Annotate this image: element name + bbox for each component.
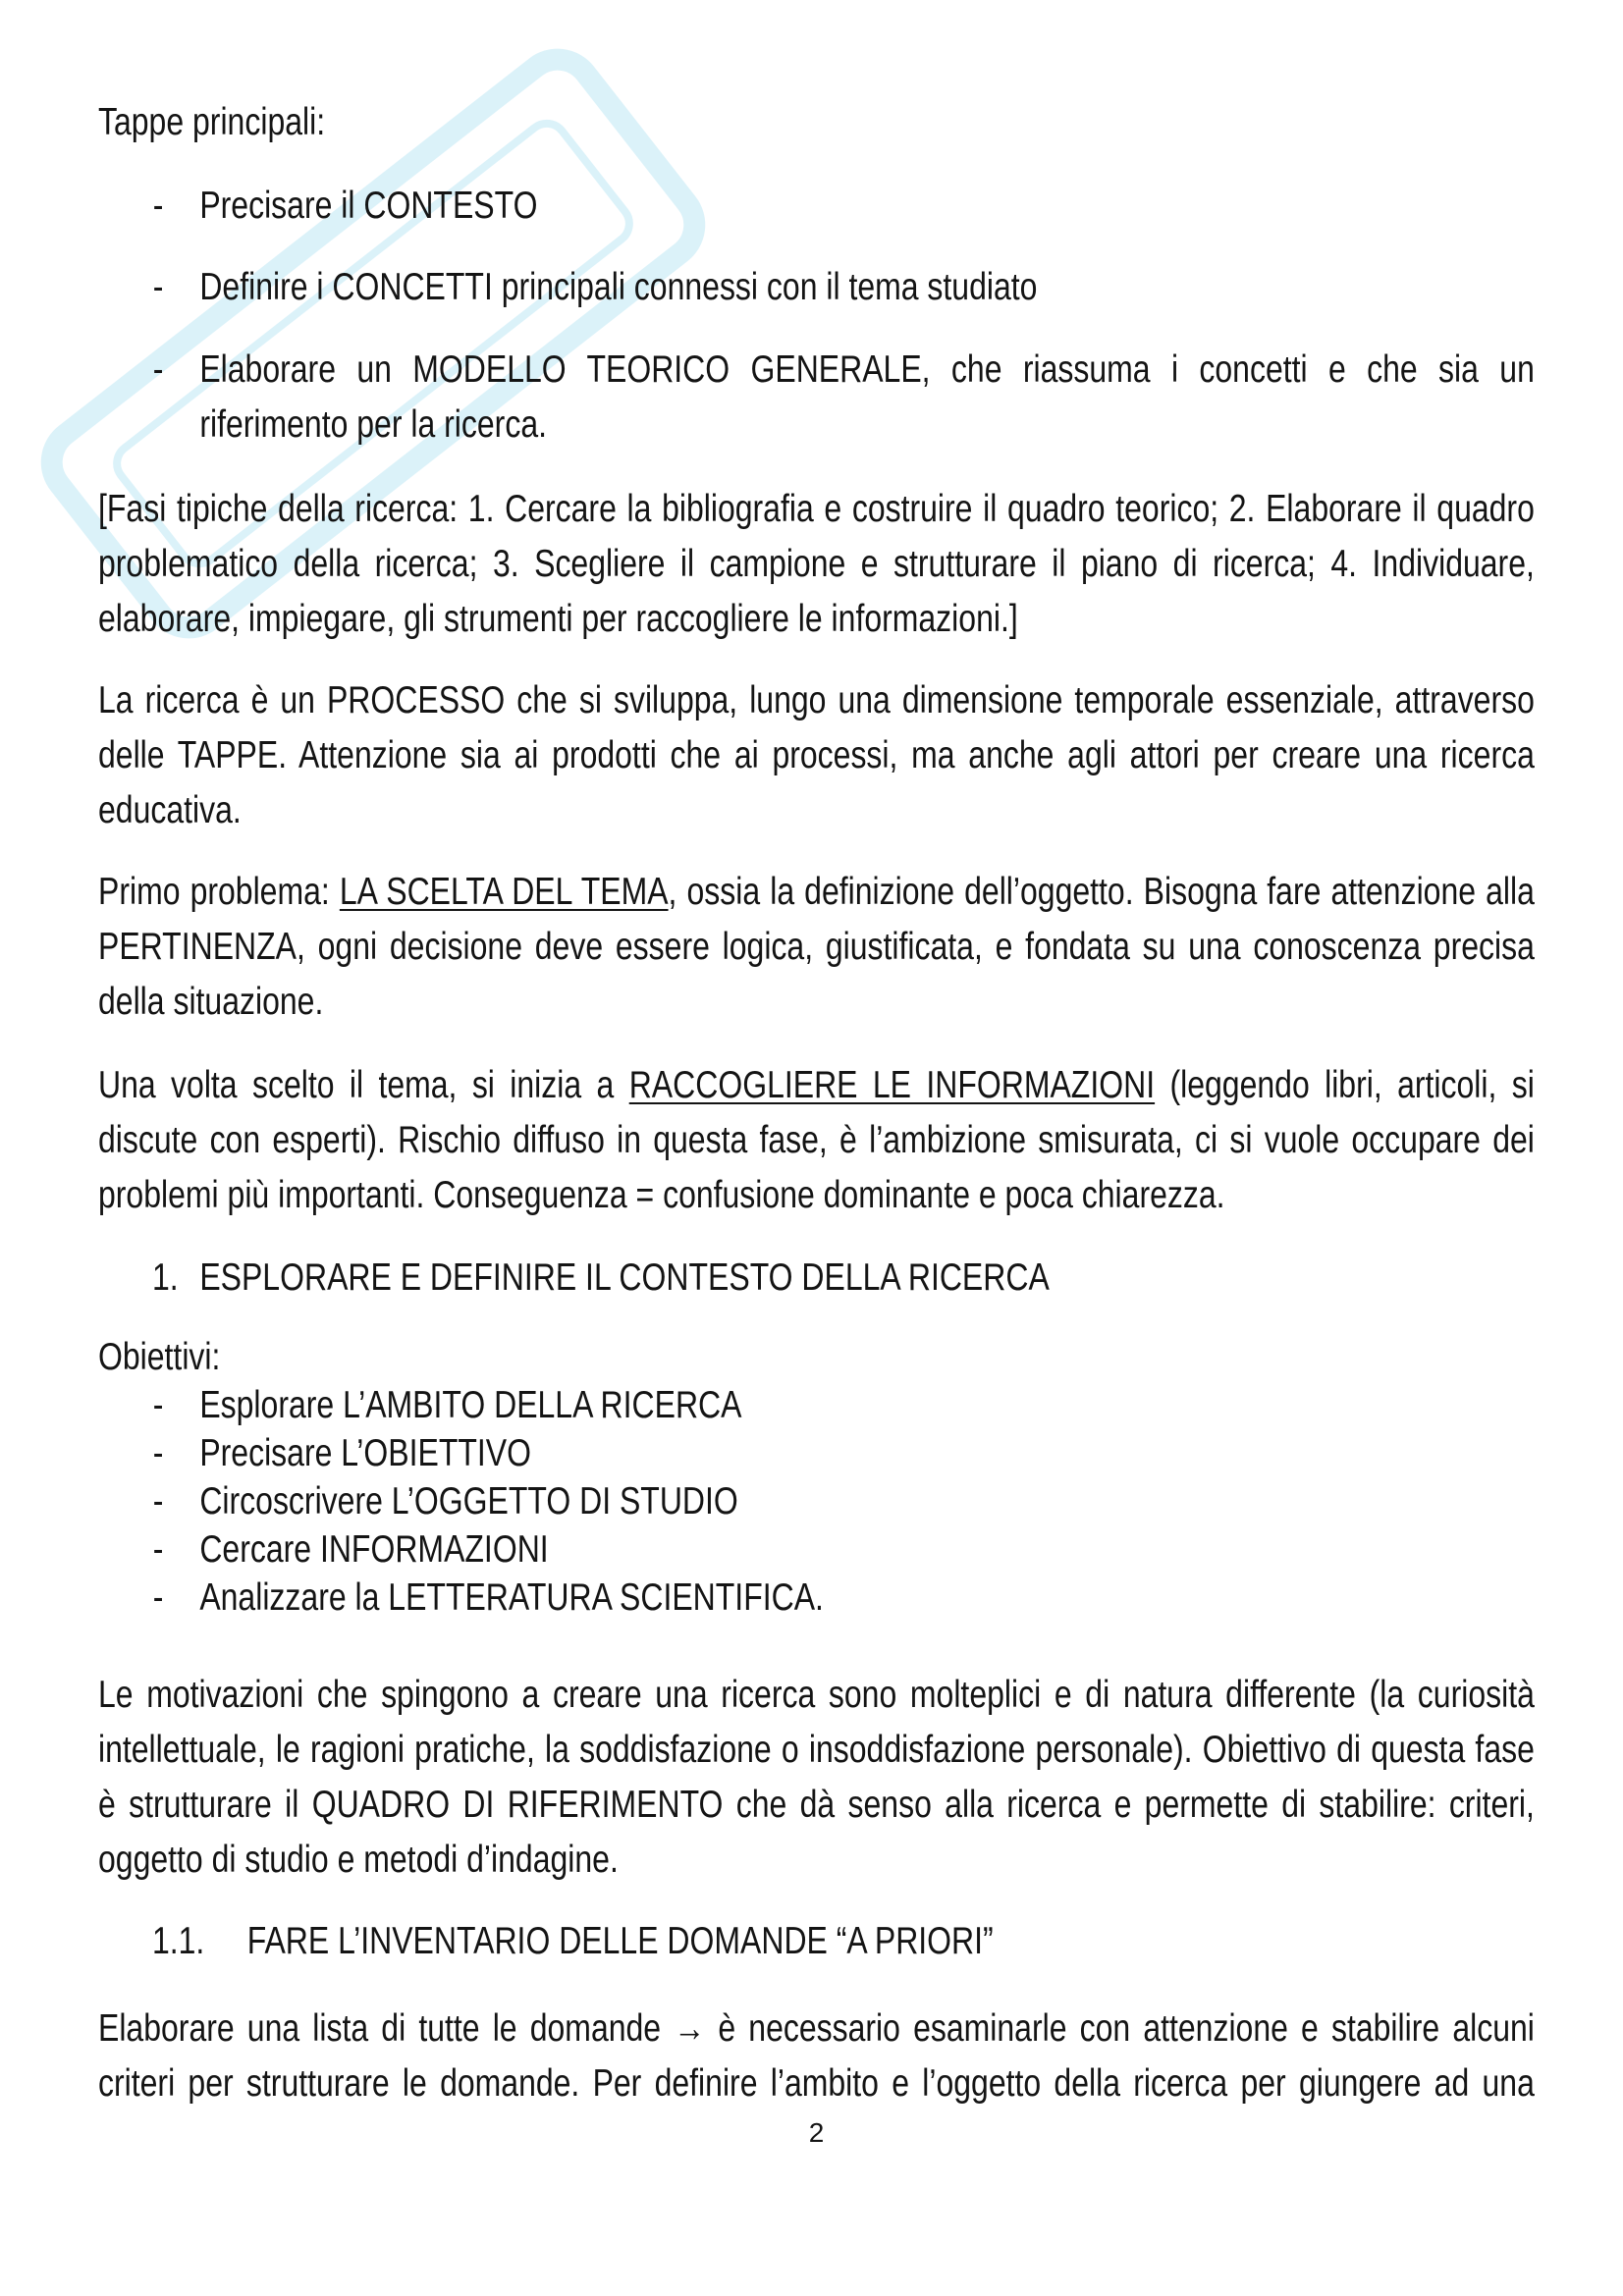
paragraph-line: Le motivazioni che spingono a creare una ricerca sono molteplici e di natura differente (la curiosità xyxy=(98,1674,1535,1716)
list-item-text: Precisare L’OBIETTIVO xyxy=(199,1432,531,1474)
paragraph-raccolta xyxy=(98,1058,1535,1223)
list-item-body xyxy=(199,343,1535,453)
paragraph-line: problematico della ricerca; 3. Scegliere il campione e strutturare il piano di ricerca; 4. Individuare, xyxy=(98,543,1535,585)
list-marker: - xyxy=(152,1432,164,1474)
list-marker: - xyxy=(152,266,164,308)
paragraph-line: educativa. xyxy=(98,789,242,831)
tappe-heading: Tappe principali: xyxy=(98,101,326,143)
underlined-term: LA SCELTA DEL TEMA xyxy=(339,871,669,913)
paragraph-line: PERTINENZA, ogni decisione deve essere logica, giustificata, e fondata su una conoscenza precisa xyxy=(98,926,1535,968)
section-title: ESPLORARE E DEFINIRE IL CONTESTO DELLA RICERCA xyxy=(199,1256,1050,1299)
list-item-text: Analizzare la LETTERATURA SCIENTIFICA. xyxy=(199,1576,824,1619)
list-item-text: Circoscrivere L’OGGETTO DI STUDIO xyxy=(199,1480,738,1522)
tappe-list-item xyxy=(98,179,1535,234)
list-item-text: Elaborare un MODELLO TEORICO GENERALE, che riassuma i concetti e che sia un xyxy=(199,348,1535,391)
text-run: (leggendo libri, articoli, si xyxy=(1155,1064,1535,1106)
section-heading-1-1 xyxy=(98,1914,1535,1969)
tappe-list-item xyxy=(98,343,1535,453)
list-marker: - xyxy=(152,185,164,227)
list-item-body xyxy=(199,260,1535,315)
list-marker: - xyxy=(152,1576,164,1619)
list-item-text: Precisare il CONTESTO xyxy=(199,185,538,227)
section-title: FARE L’INVENTARIO DELLE DOMANDE “A PRIORI” xyxy=(246,1920,994,1962)
list-item-body xyxy=(199,179,1535,234)
paragraph-line xyxy=(98,1058,1535,1113)
paragraph-fasi xyxy=(98,482,1535,647)
paragraph-line: problemi più importanti. Conseguenza = confusione dominante e poca chiarezza. xyxy=(98,1174,1225,1216)
list-marker: - xyxy=(152,1528,164,1571)
obiettivi-label: Obiettivi: xyxy=(98,1336,221,1378)
list-marker: - xyxy=(152,348,164,391)
text-run: Una volta scelto il tema, si inizia a xyxy=(98,1064,629,1106)
paragraph-line: della situazione. xyxy=(98,981,324,1023)
text-run: Elaborare una lista di tutte le domande xyxy=(98,2007,675,2050)
tappe-heading-block xyxy=(98,95,1535,150)
list-item-text: Cercare INFORMAZIONI xyxy=(199,1528,549,1571)
paragraph-line: La ricerca è un PROCESSO che si sviluppa, lungo una dimensione temporale essenziale, attraverso xyxy=(98,679,1535,721)
list-item-text: Esplorare L’AMBITO DELLA RICERCA xyxy=(199,1384,742,1426)
list-marker: - xyxy=(152,1480,164,1522)
list-item-text: Definire i CONCETTI principali connessi con il tema studiato xyxy=(199,266,1038,308)
paragraph-line xyxy=(98,2002,1535,2056)
paragraph-line: [Fasi tipiche della ricerca: 1. Cercare la bibliografia e costruire il quadro teorico; 2. Elaborare il quadro xyxy=(98,488,1535,530)
underlined-term: RACCOGLIERE LE INFORMAZIONI xyxy=(628,1064,1156,1106)
list-item xyxy=(98,1525,1535,1574)
section-number: 1.1. xyxy=(151,1920,205,1962)
obiettivi-list xyxy=(98,1333,1535,1622)
text-run: è necessario esaminarle con attenzione e stabilire alcuni xyxy=(705,2007,1535,2050)
text-column xyxy=(98,0,1535,2296)
list-item xyxy=(98,1381,1535,1429)
section-number: 1. xyxy=(151,1256,179,1299)
paragraph-domande xyxy=(98,2002,1535,2111)
list-marker: - xyxy=(152,1384,164,1426)
arrow-right-icon: → xyxy=(674,2007,706,2050)
text-run: Primo problema: xyxy=(98,871,340,913)
list-item xyxy=(98,1574,1535,1622)
list-item xyxy=(98,1477,1535,1525)
paragraph-line: discute con esperti). Rischio diffuso in questa fase, è l’ambizione smisurata, ci si vuole occupare dei xyxy=(98,1119,1535,1161)
page-number: 2 xyxy=(808,2117,825,2148)
paragraph-line: intellettuale, le ragioni pratiche, la soddisfazione o insoddisfazione personale). Obiettivo di questa fase xyxy=(98,1729,1535,1771)
paragraph-line xyxy=(98,865,1535,920)
paragraph-line: delle TAPPE. Attenzione sia ai prodotti che ai processi, ma anche agli attori per creare una ricerca xyxy=(98,734,1535,776)
paragraph-line: oggetto di studio e metodi d’indagine. xyxy=(98,1839,619,1881)
list-item xyxy=(98,1429,1535,1477)
text-run: , ossia la definizione dell’oggetto. Bisogna fare attenzione alla xyxy=(668,871,1535,913)
paragraph-motivazioni xyxy=(98,1668,1535,1888)
paragraph-line: elaborare, impiegare, gli strumenti per raccogliere le informazioni.] xyxy=(98,598,1018,640)
section-heading-1 xyxy=(98,1251,1535,1306)
paragraph-line: criteri per strutturare le domande. Per definire l’ambito e l’oggetto della ricerca per giungere ad una xyxy=(98,2062,1535,2105)
paragraph-line: è strutturare il QUADRO DI RIFERIMENTO che dà senso alla ricerca e permette di stabilire: criteri, xyxy=(98,1784,1535,1826)
paragraph-scelta-tema xyxy=(98,865,1535,1030)
list-item-text: riferimento per la ricerca. xyxy=(199,403,547,446)
tappe-list-item xyxy=(98,260,1535,315)
paragraph-processo xyxy=(98,673,1535,838)
